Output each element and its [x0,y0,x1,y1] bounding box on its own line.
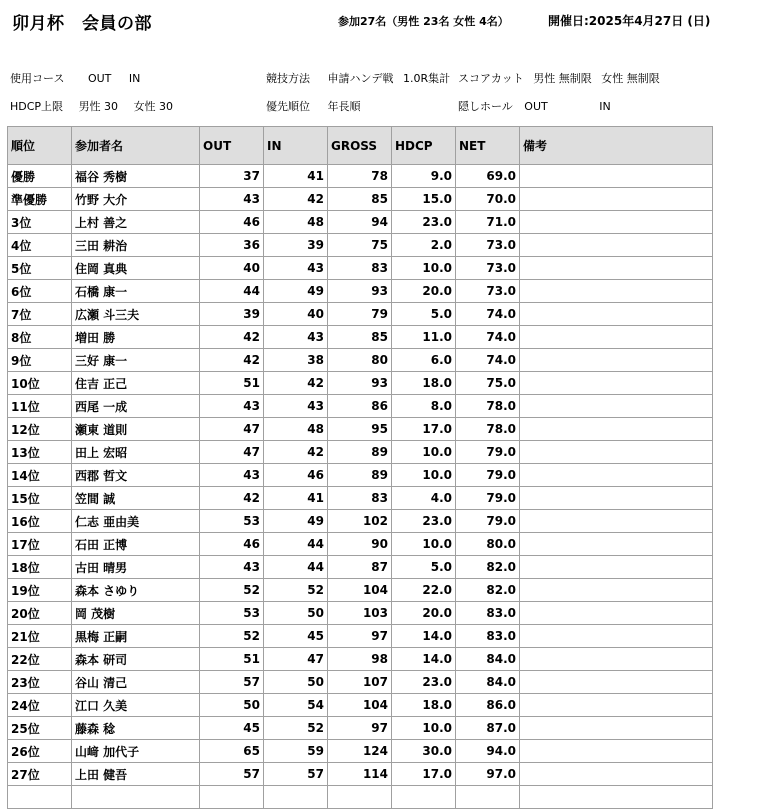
net-cell: 73.0 [456,257,520,280]
hdcp-cell: 10.0 [392,533,456,556]
table-row [8,165,713,188]
net-cell: 71.0 [456,211,520,234]
empty-cell [520,786,713,809]
hdcp-cell: 9.0 [392,165,456,188]
name-cell: 石田 正博 [72,533,200,556]
out-cell: 42 [200,326,264,349]
out-cell: 43 [200,556,264,579]
name-cell: 森本 研司 [72,648,200,671]
notes-cell [520,349,713,372]
column-header-net: NET [456,127,520,165]
empty-cell [264,786,328,809]
notes-cell [520,671,713,694]
priority-label: 優先順位 [266,100,310,113]
rank-cell: 4位 [8,234,72,257]
notes-cell [520,395,713,418]
hdcp-cell: 15.0 [392,188,456,211]
notes-cell [520,211,713,234]
hdcp-cell: 10.0 [392,717,456,740]
net-cell: 78.0 [456,395,520,418]
name-cell: 増田 勝 [72,326,200,349]
table-row [8,694,713,717]
column-header-rank: 順位 [8,127,72,165]
hdcp-cell: 10.0 [392,464,456,487]
out-cell: 43 [200,395,264,418]
empty-cell [328,786,392,809]
table-row [8,418,713,441]
course-in: IN [128,72,141,85]
name-cell: 上田 健吾 [72,763,200,786]
hdcp-cell: 2.0 [392,234,456,257]
hdcp-cell: 17.0 [392,763,456,786]
gross-cell: 114 [328,763,392,786]
method-calc: 1.0R集計 [403,72,451,85]
hdcp-cell: 4.0 [392,487,456,510]
net-cell: 87.0 [456,717,520,740]
notes-cell [520,280,713,303]
method-value: 申請ハンデ戦 [327,72,394,85]
table-row [8,533,713,556]
gross-cell: 104 [328,579,392,602]
in-cell: 42 [264,188,328,211]
name-cell: 福谷 秀樹 [72,165,200,188]
in-cell: 45 [264,625,328,648]
out-cell: 51 [200,372,264,395]
rank-cell: 24位 [8,694,72,717]
table-row [8,671,713,694]
rank-cell: 13位 [8,441,72,464]
in-cell: 52 [264,717,328,740]
notes-cell [520,326,713,349]
table-row [8,349,713,372]
rank-cell: 27位 [8,763,72,786]
rank-cell: 18位 [8,556,72,579]
notes-cell [520,418,713,441]
gross-cell: 85 [328,188,392,211]
column-header-notes: 備考 [520,127,713,165]
empty-cell [72,786,200,809]
hdcp-cell: 6.0 [392,349,456,372]
notes-cell [520,579,713,602]
notes-cell [520,694,713,717]
rank-cell: 12位 [8,418,72,441]
net-cell: 86.0 [456,694,520,717]
gross-cell: 98 [328,648,392,671]
out-cell: 47 [200,441,264,464]
name-cell: 黒梅 正嗣 [72,625,200,648]
name-cell: 住岡 真典 [72,257,200,280]
rank-cell: 16位 [8,510,72,533]
hdcp-info [10,98,173,114]
out-cell: 43 [200,464,264,487]
net-cell: 79.0 [456,487,520,510]
gross-cell: 124 [328,740,392,763]
net-cell: 70.0 [456,188,520,211]
table-row [8,257,713,280]
notes-cell [520,602,713,625]
rank-cell: 3位 [8,211,72,234]
in-cell: 47 [264,648,328,671]
net-cell: 74.0 [456,326,520,349]
rank-cell: 10位 [8,372,72,395]
notes-cell [520,717,713,740]
out-cell: 65 [200,740,264,763]
rank-cell: 22位 [8,648,72,671]
page-title: 卯月杯 会員の部 [12,14,152,34]
rank-cell: 14位 [8,464,72,487]
course-label: 使用コース [10,72,65,85]
gross-cell: 93 [328,280,392,303]
hidden-hole-in: IN [599,100,611,113]
gross-cell: 75 [328,234,392,257]
table-row [8,188,713,211]
out-cell: 50 [200,694,264,717]
name-cell: 三田 耕治 [72,234,200,257]
gross-cell: 103 [328,602,392,625]
net-cell: 74.0 [456,303,520,326]
hdcp-cell: 20.0 [392,280,456,303]
net-cell: 82.0 [456,556,520,579]
in-cell: 57 [264,763,328,786]
table-row [8,648,713,671]
name-cell: 笠間 誠 [72,487,200,510]
course-out: OUT [87,72,112,85]
notes-cell [520,510,713,533]
in-cell: 44 [264,533,328,556]
in-cell: 43 [264,257,328,280]
table-row [8,234,713,257]
out-cell: 52 [200,625,264,648]
notes-cell [520,487,713,510]
in-cell: 43 [264,326,328,349]
out-cell: 44 [200,280,264,303]
out-cell: 42 [200,349,264,372]
net-cell: 78.0 [456,418,520,441]
in-cell: 43 [264,395,328,418]
empty-cell [200,786,264,809]
notes-cell [520,556,713,579]
in-cell: 52 [264,579,328,602]
net-cell: 83.0 [456,602,520,625]
name-cell: 住吉 正己 [72,372,200,395]
out-cell: 52 [200,579,264,602]
hdcp-cell: 11.0 [392,326,456,349]
name-cell: 竹野 大介 [72,188,200,211]
net-cell: 79.0 [456,464,520,487]
notes-cell [520,234,713,257]
rank-cell: 7位 [8,303,72,326]
rank-cell: 5位 [8,257,72,280]
table-row [8,487,713,510]
rank-cell: 26位 [8,740,72,763]
method-label: 競技方法 [266,72,310,85]
out-cell: 43 [200,188,264,211]
gross-cell: 85 [328,326,392,349]
in-cell: 50 [264,602,328,625]
gross-cell: 93 [328,372,392,395]
table-row [8,763,713,786]
out-cell: 53 [200,510,264,533]
gross-cell: 80 [328,349,392,372]
notes-cell [520,648,713,671]
notes-cell [520,533,713,556]
table-row [8,510,713,533]
priority-value: 年長順 [327,100,361,113]
participant-count: 参加27名（男性 23名 女性 4名） [338,15,509,28]
column-header-gross: GROSS [328,127,392,165]
rank-cell: 25位 [8,717,72,740]
net-cell: 83.0 [456,625,520,648]
net-cell: 80.0 [456,533,520,556]
name-cell: 三好 康一 [72,349,200,372]
event-date: 開催日:2025年4月27日 (日) [548,14,711,28]
column-header-name: 参加者名 [72,127,200,165]
table-row [8,556,713,579]
hdcp-cell: 5.0 [392,556,456,579]
hdcp-cell: 14.0 [392,648,456,671]
course-info [10,70,140,86]
hdcp-cell: 20.0 [392,602,456,625]
scorecut-male: 男性 無制限 [533,72,592,85]
out-cell: 39 [200,303,264,326]
results-table [7,126,713,809]
column-header-in: IN [264,127,328,165]
name-cell: 江口 久美 [72,694,200,717]
net-cell: 94.0 [456,740,520,763]
rank-cell: 6位 [8,280,72,303]
method-info [266,70,450,86]
in-cell: 54 [264,694,328,717]
gross-cell: 94 [328,211,392,234]
hdcp-cell: 23.0 [392,671,456,694]
table-row [8,464,713,487]
net-cell: 74.0 [456,349,520,372]
notes-cell [520,441,713,464]
in-cell: 40 [264,303,328,326]
out-cell: 47 [200,418,264,441]
gross-cell: 104 [328,694,392,717]
in-cell: 42 [264,441,328,464]
column-header-out: OUT [200,127,264,165]
in-cell: 49 [264,510,328,533]
out-cell: 42 [200,487,264,510]
name-cell: 山﨑 加代子 [72,740,200,763]
in-cell: 42 [264,372,328,395]
notes-cell [520,464,713,487]
net-cell: 75.0 [456,372,520,395]
name-cell: 森本 さゆり [72,579,200,602]
table-row [8,372,713,395]
name-cell: 上村 善之 [72,211,200,234]
in-cell: 38 [264,349,328,372]
hidden-hole-info [458,98,611,114]
gross-cell: 78 [328,165,392,188]
out-cell: 51 [200,648,264,671]
name-cell: 仁志 亜由美 [72,510,200,533]
table-row [8,579,713,602]
gross-cell: 89 [328,441,392,464]
hdcp-cell: 10.0 [392,257,456,280]
rank-cell: 15位 [8,487,72,510]
rank-cell: 準優勝 [8,188,72,211]
notes-cell [520,763,713,786]
hdcp-cell: 30.0 [392,740,456,763]
table-row [8,441,713,464]
in-cell: 41 [264,165,328,188]
name-cell: 谷山 清己 [72,671,200,694]
gross-cell: 83 [328,487,392,510]
notes-cell [520,257,713,280]
rank-cell: 11位 [8,395,72,418]
name-cell: 藤森 稔 [72,717,200,740]
gross-cell: 89 [328,464,392,487]
empty-cell [8,786,72,809]
table-header-row [8,127,713,165]
out-cell: 40 [200,257,264,280]
gross-cell: 86 [328,395,392,418]
hidden-hole-label: 隠しホール [458,100,513,113]
hdcp-cell: 5.0 [392,303,456,326]
notes-cell [520,165,713,188]
name-cell: 西郡 哲文 [72,464,200,487]
net-cell: 79.0 [456,441,520,464]
out-cell: 45 [200,717,264,740]
gross-cell: 95 [328,418,392,441]
gross-cell: 90 [328,533,392,556]
empty-row [8,786,713,809]
out-cell: 36 [200,234,264,257]
results-body [8,165,713,809]
rank-cell: 8位 [8,326,72,349]
rank-cell: 17位 [8,533,72,556]
net-cell: 84.0 [456,671,520,694]
hdcp-cell: 18.0 [392,694,456,717]
hdcp-cell: 22.0 [392,579,456,602]
hdcp-cell: 10.0 [392,441,456,464]
notes-cell [520,303,713,326]
hdcp-cell: 23.0 [392,510,456,533]
gross-cell: 83 [328,257,392,280]
net-cell: 73.0 [456,280,520,303]
out-cell: 37 [200,165,264,188]
rank-cell: 優勝 [8,165,72,188]
in-cell: 59 [264,740,328,763]
gross-cell: 79 [328,303,392,326]
priority-info [266,98,361,114]
notes-cell [520,188,713,211]
net-cell: 73.0 [456,234,520,257]
gross-cell: 97 [328,717,392,740]
hdcp-label: HDCP上限 [10,100,64,113]
table-row [8,211,713,234]
hdcp-cell: 18.0 [392,372,456,395]
rank-cell: 19位 [8,579,72,602]
table-row [8,740,713,763]
net-cell: 82.0 [456,579,520,602]
net-cell: 97.0 [456,763,520,786]
table-row [8,625,713,648]
out-cell: 57 [200,763,264,786]
out-cell: 57 [200,671,264,694]
rank-cell: 9位 [8,349,72,372]
column-header-hdcp: HDCP [392,127,456,165]
table-row [8,303,713,326]
gross-cell: 97 [328,625,392,648]
table-row [8,280,713,303]
name-cell: 古田 晴男 [72,556,200,579]
scorecut-info [458,70,660,86]
net-cell: 84.0 [456,648,520,671]
hdcp-cell: 23.0 [392,211,456,234]
name-cell: 石橋 康一 [72,280,200,303]
net-cell: 69.0 [456,165,520,188]
hdcp-cell: 8.0 [392,395,456,418]
rank-cell: 21位 [8,625,72,648]
empty-cell [392,786,456,809]
scorecut-label: スコアカット [458,72,524,85]
in-cell: 48 [264,211,328,234]
hdcp-female: 女性 30 [133,100,174,113]
name-cell: 田上 宏昭 [72,441,200,464]
gross-cell: 102 [328,510,392,533]
in-cell: 41 [264,487,328,510]
gross-cell: 107 [328,671,392,694]
name-cell: 岡 茂樹 [72,602,200,625]
in-cell: 44 [264,556,328,579]
name-cell: 瀬東 道則 [72,418,200,441]
table-row [8,602,713,625]
in-cell: 48 [264,418,328,441]
empty-cell [456,786,520,809]
in-cell: 39 [264,234,328,257]
in-cell: 49 [264,280,328,303]
name-cell: 広瀬 斗三夫 [72,303,200,326]
table-row [8,395,713,418]
net-cell: 79.0 [456,510,520,533]
hdcp-cell: 14.0 [392,625,456,648]
gross-cell: 87 [328,556,392,579]
notes-cell [520,740,713,763]
table-row [8,326,713,349]
notes-cell [520,625,713,648]
name-cell: 西尾 一成 [72,395,200,418]
notes-cell [520,372,713,395]
in-cell: 50 [264,671,328,694]
scorecut-female: 女性 無制限 [601,72,660,85]
in-cell: 46 [264,464,328,487]
out-cell: 46 [200,211,264,234]
rank-cell: 23位 [8,671,72,694]
out-cell: 53 [200,602,264,625]
hidden-hole-out: OUT [524,100,548,113]
rank-cell: 20位 [8,602,72,625]
hdcp-cell: 17.0 [392,418,456,441]
hdcp-male: 男性 30 [78,100,119,113]
table-row [8,717,713,740]
out-cell: 46 [200,533,264,556]
